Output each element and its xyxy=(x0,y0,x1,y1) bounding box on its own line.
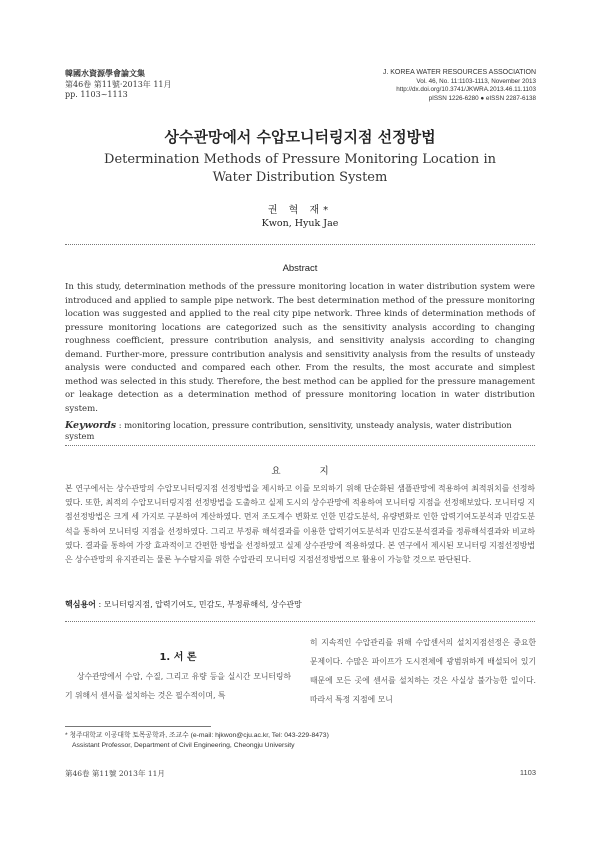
journal-header-en xyxy=(383,69,536,103)
author-ko: 권 혁 재* xyxy=(267,205,333,216)
journal-name-en: J. KOREA WATER RESOURCES ASSOCIATION xyxy=(382,69,536,76)
section-1-title: 1. 서 론 xyxy=(159,652,197,663)
divider-middle xyxy=(65,445,535,446)
journal-volume-en: Vol. 46, No. 11:1103-1113, November 2013 xyxy=(416,77,536,85)
ko-abstract-heading: 요 지 xyxy=(271,466,347,477)
ko-keywords-text: : 모니터링지점, 압력기여도, 민감도, 부정류해석, 상수관망 xyxy=(95,600,302,609)
paper-title-en xyxy=(0,151,600,187)
keywords-label: Keywords xyxy=(65,420,117,431)
section-1-right-column: 히 지속적인 수압관리를 위해 수압센서의 설치지점선정은 중요한 문제이다. 수많은 파이프가 도시전체에 광범위하게 배설되어 있기 때문에 모든 곳에 센서를 설치하는 것은 사실상 불가능한 일이다. 따라서 특정 지점에 모니 xyxy=(310,638,536,704)
footer-volume: 第46卷 第11號 2013年 11月 xyxy=(65,769,165,778)
footnote-affiliation-ko: * 청주대학교 이공대학 토목공학과, 조교수 (e-mail: hjkwon@cju.ac.kr, Tel: 043-229-8473) xyxy=(65,732,329,739)
doi-link[interactable]: http://dx.doi.org/10.3741/JKWRA.2013.46.11.1103 xyxy=(396,86,536,94)
divider-bottom xyxy=(65,621,535,622)
ko-keywords xyxy=(65,599,302,610)
paper-title-en-line2: Water Distribution System xyxy=(212,170,388,185)
ko-keywords-label: 핵심용어 xyxy=(65,600,96,609)
page-number: 1103 xyxy=(519,768,536,777)
abstract-heading: Abstract xyxy=(282,263,318,274)
ko-abstract-body: 본 연구에서는 상수관망의 수압모니터링지점 선정방법을 제시하고 이를 모의하기 위해 단순화된 샘플관망에 적용하여 최적위치를 선정하였다. 또한, 최적의 수압모니터링지점 선정방법을 도출하고 실제 도시의 상수관망에 적용하여 모니터링 지점을 선정해보았다. 모니터링 지점선정방법은 크게 세 가지로 구분하여 계산하였다. 먼저 조도계수 변화로 인한 민감도분석, 유량변화로 인한 압력기여도분석과 민감도분석을 통하여 모니터링 지점을 선정하였다. 그리고 부정류 해석결과를 이용한 압력기여도분석과 민감도분석결과를 정류해석결과와 비교하였다. 결과를 통하여 가장 효과적이고 간편한 방법을 선정하였고 실제 상수관망에 적용하였다. 본 연구에서 제시된 모니터링 지점선정방법은 상수관망의 유지관리는 물론 누수탐지를 위한 수압관리 모니터링 지점선정방법으로 활용이 가능할 것으로 판단된다. xyxy=(65,484,535,565)
journal-name-ko: 韓國水資源學會論文集 xyxy=(65,69,145,78)
divider-top xyxy=(65,244,535,245)
paper-title-en-line1: Determination Methods of Pressure Monitoring Location in xyxy=(104,152,496,167)
abstract-body: In this study, determination methods of the pressure monitoring location in water distribution system were introduced and applied to sample pipe network. The best determination method of the pressure monitoring location was suggested and applied to the real city pipe network. Three kinds of determination methods of pressure monitoring locations are categorized such as the sensitivity analysis according to changing roughness coefficient, pressure contribution analysis, and sensitivity analysis according to changing demand. Further-more, pressure contribution analysis and sensitivity analysis from the results of unsteady analysis were conducted and compared each other. From the results, the most accurate and simplest method was selected in this study. Therefore, the best method can be applied for the pressure management or leakage detection as a determination method of pressure monitoring location in water distribution system. xyxy=(65,282,535,414)
footnote-affiliation-en: Assistant Professor, Department of Civil Engineering, Cheongju University xyxy=(72,742,295,749)
paper-title-ko: 상수관망에서 수압모니터링지점 선정방법 xyxy=(164,128,436,146)
keywords xyxy=(65,420,535,441)
footnote-rule xyxy=(65,726,211,727)
issn: pISSN 1226-6280 ● eISSN 2287-6138 xyxy=(428,94,536,102)
journal-pages: pp. 1103~1113 xyxy=(65,90,128,99)
section-1-left-column: 상수관망에서 수압, 수질, 그리고 유량 등을 실시간 모니터링하기 위해서 센서를 설치하는 것은 필수적이며, 특 xyxy=(65,672,291,700)
journal-volume-ko: 第46卷 第11號·2013年 11月 xyxy=(65,79,172,89)
author-en: Kwon, Hyuk Jae xyxy=(261,218,339,229)
keywords-text: : monitoring location, pressure contribution, sensitivity, unsteady analysis, water distribution system xyxy=(65,420,512,441)
journal-header-ko xyxy=(65,69,172,101)
footnote xyxy=(65,731,329,751)
